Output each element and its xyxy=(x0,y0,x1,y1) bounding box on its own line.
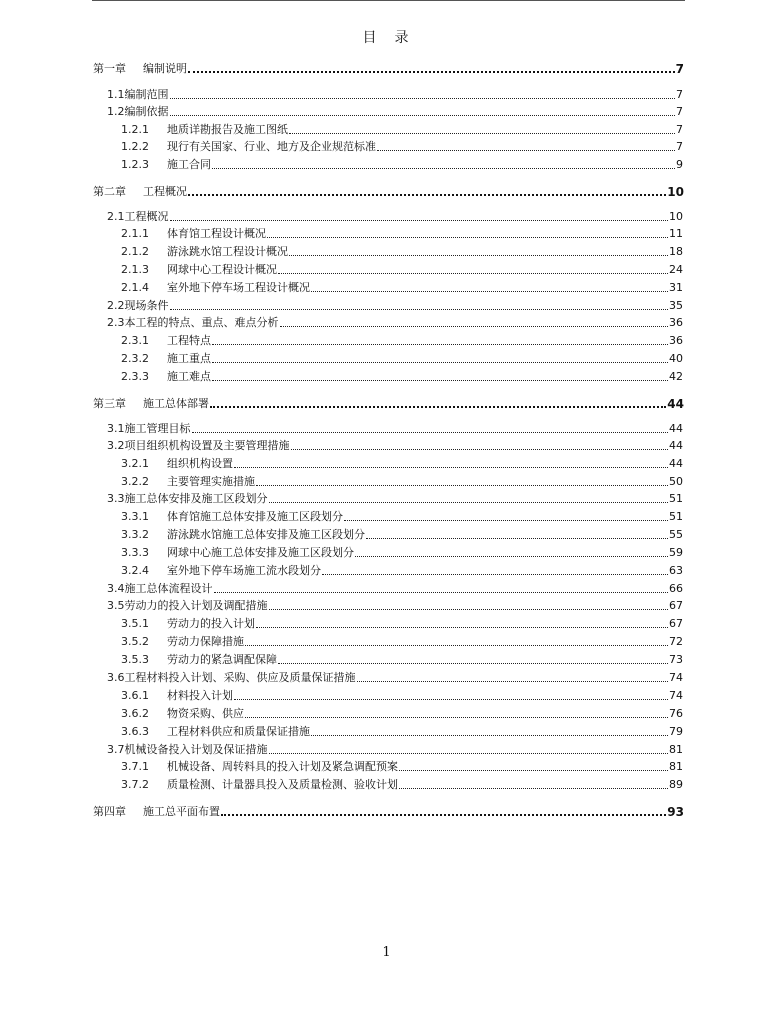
toc-section[interactable] xyxy=(107,437,683,453)
toc-entry-number: 2.1.3 xyxy=(121,263,149,276)
toc-subsection[interactable] xyxy=(121,562,683,578)
toc-subsection[interactable] xyxy=(121,508,683,524)
toc-dot-leader xyxy=(245,717,668,718)
toc-entry-number: 3.3.3 xyxy=(121,546,149,559)
toc-entry-page: 44 xyxy=(669,422,683,435)
toc-dot-leader xyxy=(212,344,668,345)
toc-dot-leader xyxy=(289,255,668,256)
toc-dot-leader xyxy=(269,753,669,754)
toc-entry-text: 网球中心施工总体安排及施工区段划分 xyxy=(167,546,354,559)
toc-entry-page: 7 xyxy=(676,105,683,118)
toc-entry-text: 室外地下停车场工程设计概况 xyxy=(167,281,310,294)
toc-entry-page: 7 xyxy=(676,140,683,153)
toc-entry-number: 2.2 xyxy=(107,299,125,312)
toc-entry-text: 现行有关国家、行业、地方及企业规范标准 xyxy=(167,140,376,153)
toc-entry-page: 73 xyxy=(669,653,683,666)
toc-entry-page: 74 xyxy=(669,689,683,702)
toc-entry-number: 3.7.2 xyxy=(121,778,149,791)
toc-entry-number: 3.5 xyxy=(107,599,125,612)
toc-entry-number: 3.6 xyxy=(107,671,125,684)
page-number: 1 xyxy=(382,945,391,960)
toc-entry-page: 79 xyxy=(669,725,683,738)
toc-subsection[interactable] xyxy=(121,121,683,137)
toc-entry-number: 1.2.3 xyxy=(121,158,149,171)
toc-subsection[interactable] xyxy=(121,225,683,241)
toc-entry-text: 组织机构设置 xyxy=(167,457,233,470)
toc-entry-number: 3.3 xyxy=(107,492,125,505)
toc-dot-leader xyxy=(311,735,668,736)
header-rule xyxy=(92,0,685,1)
toc-dot-leader xyxy=(269,502,669,503)
toc-dot-leader xyxy=(355,556,668,557)
toc-subsection[interactable] xyxy=(121,350,683,366)
toc-section[interactable] xyxy=(107,597,683,613)
toc-entry-number: 2.3.3 xyxy=(121,370,149,383)
toc-dot-leader xyxy=(245,645,668,646)
toc-section[interactable] xyxy=(107,103,683,119)
toc-dot-leader xyxy=(234,467,668,468)
toc-subsection[interactable] xyxy=(121,156,683,172)
toc-entry-page: 89 xyxy=(669,778,683,791)
toc-entry-text: 编制依据 xyxy=(124,105,169,118)
toc-dot-leader xyxy=(170,98,676,99)
toc-entry-page: 7 xyxy=(676,123,683,136)
toc-entry-page: 9 xyxy=(676,158,683,171)
toc-entry-page: 81 xyxy=(669,760,683,773)
toc-entry-number: 第一章 xyxy=(93,62,126,75)
toc-entry-text: 劳动力的投入计划 xyxy=(167,617,255,630)
toc-entry-page: 63 xyxy=(669,564,683,577)
toc-entry-page: 10 xyxy=(667,185,684,199)
toc-entry-number: 2.3.2 xyxy=(121,352,149,365)
toc-entry-page: 36 xyxy=(669,316,683,329)
toc-dot-leader xyxy=(210,406,666,408)
toc-entry-number: 2.1.4 xyxy=(121,281,149,294)
toc-subsection[interactable] xyxy=(121,776,683,792)
toc-entry-text: 劳动力的投入计划及调配措施 xyxy=(124,599,268,612)
toc-entry-number: 3.2.4 xyxy=(121,564,149,577)
toc-entry-page: 35 xyxy=(669,299,683,312)
toc-dot-leader xyxy=(188,194,666,196)
toc-entry-page: 81 xyxy=(669,743,683,756)
toc-entry-text: 游泳跳水馆施工总体安排及施工区段划分 xyxy=(167,528,365,541)
toc-section[interactable] xyxy=(107,580,683,596)
toc-entry-text: 劳动力的紧急调配保障 xyxy=(167,653,277,666)
toc-entry-number: 2.1.2 xyxy=(121,245,149,258)
toc-dot-leader xyxy=(377,150,675,151)
toc-entry-page: 44 xyxy=(669,439,683,452)
toc-entry-number: 3.3.2 xyxy=(121,528,149,541)
toc-subsection[interactable] xyxy=(121,615,683,631)
toc-entry-number: 1.2 xyxy=(107,105,125,118)
toc-entry-page: 51 xyxy=(669,510,683,523)
toc-dot-leader xyxy=(366,538,668,539)
toc-entry-number: 3.7 xyxy=(107,743,125,756)
toc-dot-leader xyxy=(278,663,668,664)
toc-entry-page: 11 xyxy=(669,227,683,240)
toc-subsection[interactable] xyxy=(121,758,683,774)
toc-entry-number: 2.1.1 xyxy=(121,227,149,240)
toc-entry-text: 编制范围 xyxy=(124,88,169,101)
toc-entry-text: 地质详勘报告及施工图纸 xyxy=(167,123,288,136)
toc-dot-leader xyxy=(322,574,668,575)
toc-entry-page: 50 xyxy=(669,475,683,488)
toc-entry-text: 编制说明 xyxy=(143,62,187,75)
toc-entry-page: 7 xyxy=(676,88,683,101)
toc-entry-number: 3.3.1 xyxy=(121,510,149,523)
toc-entry-text: 劳动力保障措施 xyxy=(167,635,244,648)
toc-entry-text: 体育馆施工总体安排及施工区段划分 xyxy=(167,510,343,523)
toc-dot-leader xyxy=(278,273,668,274)
toc-subsection[interactable] xyxy=(121,261,683,277)
toc-entry-number: 1.2.1 xyxy=(121,123,149,136)
toc-dot-leader xyxy=(311,291,668,292)
toc-entry-number: 第二章 xyxy=(93,185,126,198)
toc-subsection[interactable] xyxy=(121,687,683,703)
toc-entry-page: 40 xyxy=(669,352,683,365)
toc-dot-leader xyxy=(399,770,668,771)
toc-entry-text: 施工重点 xyxy=(167,352,211,365)
toc-entry-text: 工程材料投入计划、采购、供应及质量保证措施 xyxy=(124,671,356,684)
toc-subsection[interactable] xyxy=(121,332,683,348)
toc-dot-leader xyxy=(212,380,668,381)
toc-entry-number: 3.7.1 xyxy=(121,760,149,773)
toc-subsection[interactable] xyxy=(121,544,683,560)
toc-dot-leader xyxy=(170,220,669,221)
toc-dot-leader xyxy=(267,237,668,238)
toc-entry-number: 第四章 xyxy=(93,805,126,818)
toc-entry-number: 3.2 xyxy=(107,439,125,452)
toc-entry-text: 机械设备、周转料具的投入计划及紧急调配预案 xyxy=(167,760,398,773)
toc-chapter[interactable] xyxy=(93,395,684,411)
toc-entry-text: 施工总体部署 xyxy=(143,397,209,410)
toc-entry-page: 67 xyxy=(669,617,683,630)
toc-entry-page: 31 xyxy=(669,281,683,294)
toc-dot-leader xyxy=(399,788,668,789)
toc-section[interactable] xyxy=(107,297,683,313)
toc-subsection[interactable] xyxy=(121,526,683,542)
toc-subsection[interactable] xyxy=(121,368,683,384)
toc-entry-text: 施工总平面布置 xyxy=(143,805,220,818)
toc-dot-leader xyxy=(192,432,669,433)
toc-chapter[interactable] xyxy=(93,60,684,76)
toc-entry-text: 体育馆工程设计概况 xyxy=(167,227,266,240)
toc-dot-leader xyxy=(256,627,668,628)
toc-entry-page: 24 xyxy=(669,263,683,276)
toc-dot-leader xyxy=(214,592,669,593)
toc-dot-leader xyxy=(256,485,668,486)
toc-subsection[interactable] xyxy=(121,243,683,259)
toc-entry-page: 51 xyxy=(669,492,683,505)
toc-entry-page: 59 xyxy=(669,546,683,559)
toc-subsection[interactable] xyxy=(121,279,683,295)
toc-entry-page: 72 xyxy=(669,635,683,648)
toc-entry-number: 2.1 xyxy=(107,210,125,223)
toc-entry-number: 1.1 xyxy=(107,88,125,101)
toc-entry-text: 材料投入计划 xyxy=(167,689,233,702)
toc-section[interactable] xyxy=(107,86,683,102)
toc-section[interactable] xyxy=(107,490,683,506)
toc-dot-leader xyxy=(170,115,676,116)
toc-entry-text: 工程概况 xyxy=(124,210,169,223)
toc-dot-leader xyxy=(234,699,668,700)
toc-entry-number: 第三章 xyxy=(93,397,126,410)
toc-entry-page: 44 xyxy=(667,397,684,411)
toc-entry-text: 施工总体流程设计 xyxy=(124,582,213,595)
toc-entry-text: 施工合同 xyxy=(167,158,211,171)
toc-entry-text: 现场条件 xyxy=(124,299,169,312)
toc-entry-number: 3.5.2 xyxy=(121,635,149,648)
toc-entry-page: 67 xyxy=(669,599,683,612)
toc-entry-number: 3.2.1 xyxy=(121,457,149,470)
toc-entry-page: 55 xyxy=(669,528,683,541)
toc-dot-leader xyxy=(280,326,669,327)
toc-entry-page: 74 xyxy=(669,671,683,684)
toc-dot-leader xyxy=(289,133,675,134)
toc-entry-number: 3.6.1 xyxy=(121,689,149,702)
toc-entry-number: 1.2.2 xyxy=(121,140,149,153)
toc-entry-page: 93 xyxy=(667,805,684,819)
toc-entry-page: 44 xyxy=(669,457,683,470)
toc-dot-leader xyxy=(170,309,669,310)
toc-entry-text: 本工程的特点、重点、难点分析 xyxy=(124,316,279,329)
toc-entry-number: 3.5.1 xyxy=(121,617,149,630)
toc-entry-text: 室外地下停车场施工流水段划分 xyxy=(167,564,321,577)
toc-dot-leader xyxy=(212,362,668,363)
toc-entry-text: 主要管理实施措施 xyxy=(167,475,255,488)
toc-entry-number: 3.5.3 xyxy=(121,653,149,666)
toc-section[interactable] xyxy=(107,314,683,330)
toc-entry-text: 游泳跳水馆工程设计概况 xyxy=(167,245,288,258)
toc-dot-leader xyxy=(221,814,666,816)
toc-entry-number: 3.6.2 xyxy=(121,707,149,720)
toc-entry-number: 2.3 xyxy=(107,316,125,329)
toc-subsection[interactable] xyxy=(121,633,683,649)
toc-subsection[interactable] xyxy=(121,723,683,739)
toc-chapter[interactable] xyxy=(93,183,684,199)
toc-entry-number: 3.2.2 xyxy=(121,475,149,488)
toc-entry-text: 施工难点 xyxy=(167,370,211,383)
toc-entry-page: 7 xyxy=(675,62,684,76)
toc-section[interactable] xyxy=(107,669,683,685)
toc-entry-number: 3.6.3 xyxy=(121,725,149,738)
toc-subsection[interactable] xyxy=(121,138,683,154)
toc-dot-leader xyxy=(291,449,669,450)
toc-dot-leader xyxy=(212,168,675,169)
toc-entry-text: 网球中心工程设计概况 xyxy=(167,263,277,276)
toc-entry-page: 76 xyxy=(669,707,683,720)
toc-entry-text: 机械设备投入计划及保证措施 xyxy=(124,743,268,756)
toc-entry-page: 42 xyxy=(669,370,683,383)
toc-subsection[interactable] xyxy=(121,651,683,667)
toc-dot-leader xyxy=(269,609,669,610)
toc-entry-text: 施工管理目标 xyxy=(124,422,191,435)
toc-entry-page: 10 xyxy=(669,210,683,223)
toc-section[interactable] xyxy=(107,741,683,757)
toc-dot-leader xyxy=(357,681,669,682)
toc-section[interactable] xyxy=(107,420,683,436)
toc-entry-number: 2.3.1 xyxy=(121,334,149,347)
toc-dot-leader xyxy=(344,520,668,521)
toc-subsection[interactable] xyxy=(121,705,683,721)
toc-entry-number: 3.1 xyxy=(107,422,125,435)
toc-entry-text: 项目组织机构设置及主要管理措施 xyxy=(124,439,290,452)
toc-entry-text: 工程概况 xyxy=(143,185,187,198)
toc-title: 目 录 xyxy=(362,30,411,46)
toc-subsection[interactable] xyxy=(121,473,683,489)
toc-dot-leader xyxy=(188,71,675,73)
toc-subsection[interactable] xyxy=(121,455,683,471)
toc-section[interactable] xyxy=(107,208,683,224)
toc-entry-page: 18 xyxy=(669,245,683,258)
toc-entry-text: 工程特点 xyxy=(167,334,211,347)
toc-entry-number: 3.4 xyxy=(107,582,125,595)
toc-entry-text: 物资采购、供应 xyxy=(167,707,244,720)
toc-entry-page: 66 xyxy=(669,582,683,595)
toc-entry-text: 施工总体安排及施工区段划分 xyxy=(124,492,268,505)
toc-entry-text: 工程材料供应和质量保证措施 xyxy=(167,725,310,738)
toc-chapter[interactable] xyxy=(93,803,684,819)
toc-entry-page: 36 xyxy=(669,334,683,347)
toc-entry-text: 质量检测、计量器具投入及质量检测、验收计划 xyxy=(167,778,398,791)
